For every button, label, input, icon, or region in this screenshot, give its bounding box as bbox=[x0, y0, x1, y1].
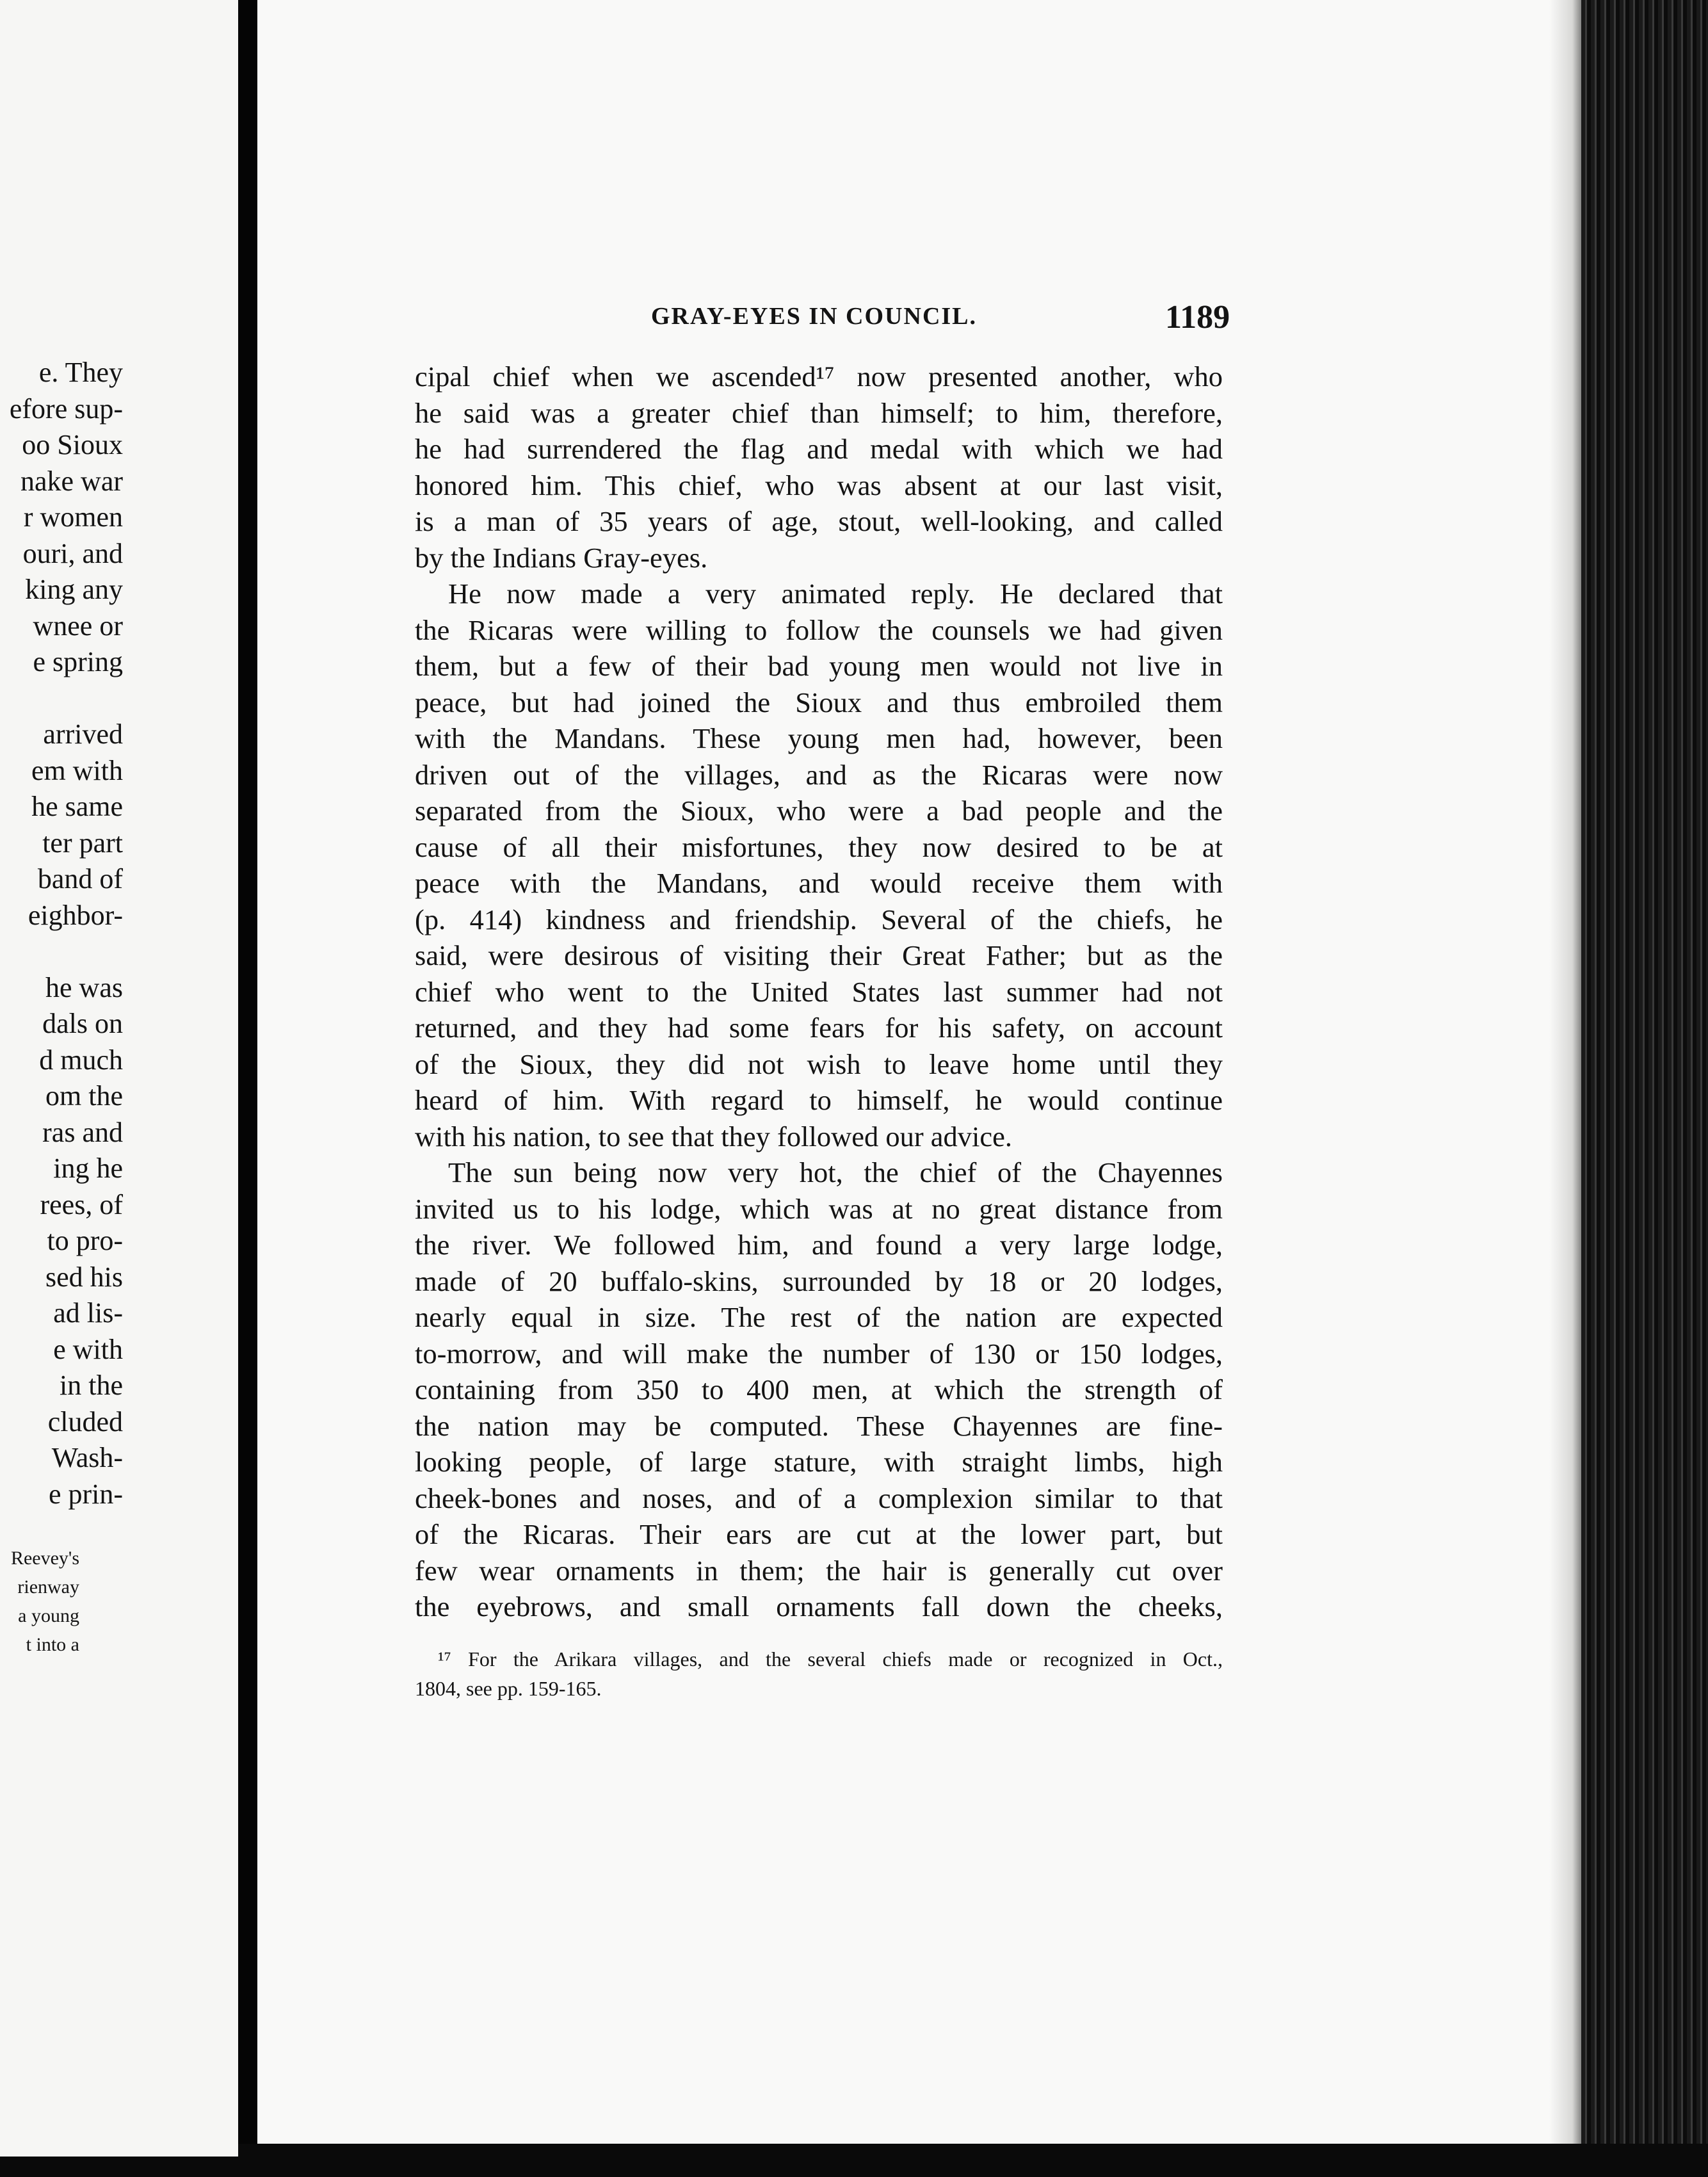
body-line: invited us to his lodge, which was at no great distance from bbox=[415, 1192, 1223, 1225]
left-page-line: ing he bbox=[53, 1153, 123, 1184]
body-line: nearly equal in size. The rest of the nation are expected bbox=[415, 1301, 1223, 1333]
left-page-footnote-line: rienway bbox=[17, 1576, 79, 1598]
left-page-line: Wash- bbox=[51, 1442, 123, 1473]
body-line: honored him. This chief, who was absent at our last visit, bbox=[415, 469, 1223, 501]
body-line: few wear ornaments in them; the hair is generally cut over bbox=[415, 1554, 1223, 1587]
left-page-line: e. They bbox=[38, 357, 123, 388]
left-page-line: e spring bbox=[33, 646, 123, 677]
left-page-line: em with bbox=[31, 754, 123, 786]
body-line: is a man of 35 years of age, stout, well-looking, and called bbox=[415, 505, 1223, 537]
left-page-line: arrived bbox=[43, 718, 123, 750]
footnote-line: ¹⁷ For the Arikara villages, and the several chiefs made or recognized in Oct., bbox=[438, 1647, 1223, 1671]
body-line: (p. 414) kindness and friendship. Several of the chiefs, he bbox=[415, 903, 1223, 935]
body-line: by the Indians Gray-eyes. bbox=[415, 541, 708, 574]
left-page-line: eighbor- bbox=[28, 899, 123, 931]
left-page-line: band of bbox=[37, 863, 123, 894]
left-page-line: sed his bbox=[45, 1261, 123, 1293]
left-page-line: he was bbox=[45, 971, 123, 1003]
bottom-shadow bbox=[238, 2144, 1708, 2177]
body-line: of the Ricaras. Their ears are cut at the lower part, but bbox=[415, 1518, 1223, 1550]
left-page-line: efore sup- bbox=[9, 393, 123, 425]
left-page-line: r women bbox=[23, 501, 123, 533]
left-page-line: he same bbox=[31, 791, 123, 822]
left-page-line: dals on bbox=[42, 1008, 123, 1039]
body-line: chief who went to the United States last summer had not bbox=[415, 975, 1223, 1008]
body-line: He now made a very animated reply. He declared that bbox=[448, 578, 1223, 610]
body-line: the Ricaras were willing to follow the counsels we had given bbox=[415, 613, 1223, 646]
left-page-line: d much bbox=[39, 1044, 123, 1076]
left-page-line: ter part bbox=[42, 827, 123, 859]
left-page-line: to pro- bbox=[47, 1225, 123, 1256]
body-line: said, were desirous of visiting their Great Father; but as the bbox=[415, 939, 1223, 971]
left-page-line: e prin- bbox=[48, 1478, 123, 1510]
body-line: looking people, of large stature, with straight limbs, high bbox=[415, 1446, 1223, 1478]
running-head: GRAY-EYES IN COUNCIL. bbox=[651, 303, 978, 330]
body-line: separated from the Sioux, who were a bad people and the bbox=[415, 795, 1223, 827]
book-gutter bbox=[238, 0, 257, 2177]
left-page-line: wnee or bbox=[33, 610, 123, 642]
page-number: 1189 bbox=[1165, 299, 1230, 336]
body-line: them, but a few of their bad young men would not live in bbox=[415, 650, 1223, 682]
left-page-line: oo Sioux bbox=[22, 429, 123, 460]
body-line: he said was a greater chief than himself; to him, therefore, bbox=[415, 396, 1223, 429]
left-page-line: e with bbox=[53, 1333, 123, 1365]
page-edges bbox=[1581, 0, 1708, 2177]
body-line: containing from 350 to 400 men, at which the strength of bbox=[415, 1373, 1223, 1405]
left-page-line: cluded bbox=[47, 1405, 123, 1437]
left-facing-page bbox=[0, 0, 238, 2157]
body-line: he had surrendered the flag and medal with which we had bbox=[415, 433, 1223, 465]
body-line: heard of him. With regard to himself, he would continue bbox=[415, 1084, 1223, 1116]
body-line: peace, but had joined the Sioux and thus embroiled them bbox=[415, 686, 1223, 718]
left-page-line: in the bbox=[60, 1370, 123, 1401]
body-line: with his nation, to see that they followed our advice. bbox=[415, 1120, 1013, 1153]
body-line: The sun being now very hot, the chief of the Chayennes bbox=[448, 1156, 1223, 1188]
left-page-line: ouri, and bbox=[22, 537, 123, 569]
left-page-line: ras and bbox=[42, 1116, 123, 1148]
body-line: cheek-bones and noses, and of a complexion similar to that bbox=[415, 1482, 1223, 1514]
left-page-line: om the bbox=[45, 1080, 123, 1112]
body-line: the eyebrows, and small ornaments fall down the cheeks, bbox=[415, 1590, 1223, 1623]
left-page-line: nake war bbox=[20, 465, 123, 497]
body-line: returned, and they had some fears for his safety, on account bbox=[415, 1012, 1223, 1044]
body-line: the river. We followed him, and found a very large lodge, bbox=[415, 1229, 1223, 1261]
footnote-line: 1804, see pp. 159-165. bbox=[415, 1677, 602, 1700]
body-line: cause of all their misfortunes, they now desired to be at bbox=[415, 830, 1223, 863]
body-line: made of 20 buffalo-skins, surrounded by 18 or 20 lodges, bbox=[415, 1265, 1223, 1297]
left-page-footnote-line: t into a bbox=[26, 1634, 79, 1655]
left-page-line: ad lis- bbox=[53, 1297, 123, 1329]
body-line: cipal chief when we ascended¹⁷ now presented another, who bbox=[415, 360, 1223, 393]
body-line: driven out of the villages, and as the Ricaras were now bbox=[415, 758, 1223, 791]
body-line: peace with the Mandans, and would receive them with bbox=[415, 867, 1223, 899]
right-page bbox=[257, 0, 1640, 2144]
left-page-line: king any bbox=[25, 574, 123, 605]
body-line: the nation may be computed. These Chayennes are fine- bbox=[415, 1409, 1223, 1442]
left-page-footnote-line: Reevey's bbox=[10, 1548, 79, 1569]
body-line: of the Sioux, they did not wish to leave home until they bbox=[415, 1048, 1223, 1080]
body-line: to-morrow, and will make the number of 130 or 150 lodges, bbox=[415, 1337, 1223, 1370]
left-page-footnote-line: a young bbox=[18, 1605, 79, 1626]
body-line: with the Mandans. These young men had, however, been bbox=[415, 722, 1223, 754]
left-page-line: rees, of bbox=[40, 1188, 123, 1220]
body-text bbox=[415, 359, 1223, 1625]
footnote bbox=[415, 1644, 1223, 1703]
